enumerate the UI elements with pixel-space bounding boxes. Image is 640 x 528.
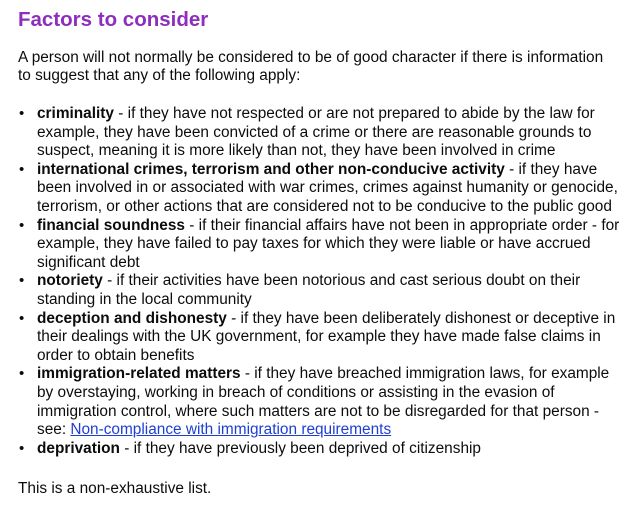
- bullet-icon: •: [19, 309, 25, 327]
- list-item-international-crimes: [18, 161, 622, 217]
- list-item-immigration-matters: [18, 365, 622, 439]
- factor-term: deception and dishonesty: [37, 309, 227, 327]
- list-item-criminality: [18, 105, 622, 161]
- list-item-deprivation: [18, 440, 622, 459]
- bullet-icon: •: [19, 439, 25, 457]
- bullet-icon: •: [19, 216, 25, 234]
- bullet-icon: •: [19, 160, 25, 178]
- bullet-icon: •: [19, 105, 25, 122]
- bullet-icon: •: [19, 365, 25, 383]
- factor-description: - if they have been deliberately dishonest or deceptive in their dealings with the UK government, for example they have made false claims in order to obtain benefits: [37, 309, 616, 364]
- factor-description: - if they have been involved in or associated with war crimes, crimes against humanity or genocide, terrorism, or other actions that are considered not to be conducive to the public good: [37, 160, 618, 215]
- factor-term: immigration-related matters: [37, 365, 241, 383]
- section-heading: Factors to consider: [18, 8, 209, 31]
- list-item-notoriety: [18, 272, 622, 309]
- factor-term: deprivation: [37, 439, 120, 457]
- factor-term: international crimes, terrorism and other non-conducive activity: [37, 160, 505, 178]
- intro-paragraph: A person will not normally be considered to be of good character if there is information to suggest that any of the following apply:: [18, 49, 604, 84]
- factor-description: - if they have not respected or are not prepared to abide by the law for example, they have been convicted of a crime or there are reasonable grounds to suspect, meaning it is more likely than not, they have been involved in crime: [37, 105, 595, 160]
- factor-description: - if their financial affairs have not been in appropriate order - for example, they have failed to pay taxes for which they were liable or have accrued significant debt: [37, 216, 620, 271]
- factor-description: - if they have previously been deprived of citizenship: [119, 439, 481, 457]
- list-item-financial-soundness: [18, 217, 622, 273]
- factor-description: - if their activities have been notorious and cast serious doubt on their standing in the local community: [37, 272, 581, 308]
- factor-term: financial soundness: [37, 216, 185, 234]
- factor-term: criminality: [37, 105, 114, 122]
- footer-note: This is a non-exhaustive list.: [18, 480, 212, 498]
- factor-term: notoriety: [37, 272, 103, 290]
- bullet-icon: •: [19, 272, 25, 290]
- factor-description: - if they have breached immigration laws, for example by overstaying, working in breach of conditions or assisting in the evasion of immigration control, where such matters are not to be disregarded for that person - see:: [37, 365, 610, 439]
- factors-list: [18, 105, 622, 458]
- non-compliance-link[interactable]: Non-compliance with immigration requirements: [70, 421, 392, 439]
- list-item-deception: [18, 310, 622, 366]
